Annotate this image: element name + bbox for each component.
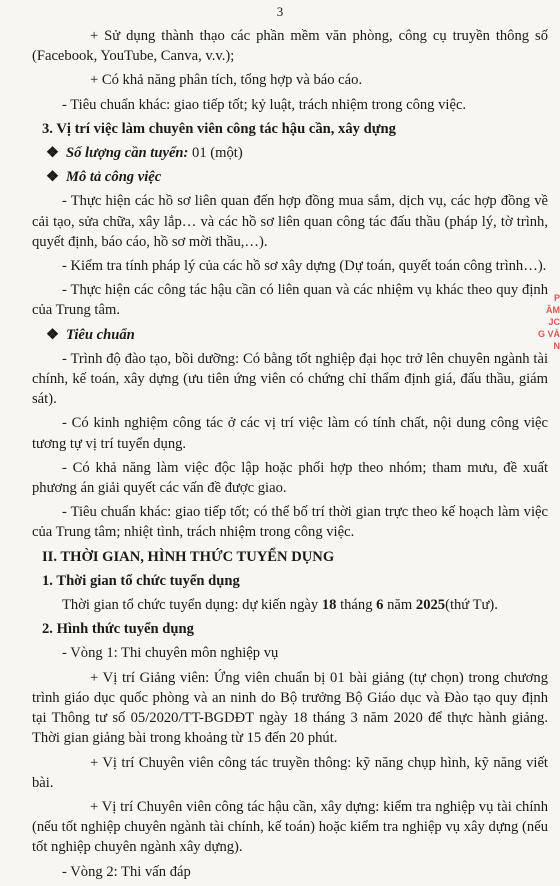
- stamp-text: P: [553, 293, 560, 303]
- paragraph: - Vòng 2: Thi vấn đáp: [62, 863, 191, 880]
- bullet-heading: [32, 143, 548, 163]
- paragraph: - Trình độ đào tạo, bồi dưỡng: Có bằng tốt nghiệp đại học trở lên chuyên ngành tài chính, kế toán, xây dựng (ưu tiên ứng viên có chứng chỉ thẩm định giá, đấu thầu, giám sát).: [32, 350, 548, 408]
- text: (thứ Tư).: [445, 597, 498, 614]
- paragraph: - Thực hiện các hồ sơ liên quan đến hợp đồng mua sắm, dịch vụ, các hợp đồng về cải tạo, sửa chữa, xây lắp… và các hồ sơ liên quan công tác đấu thầu (pháp lý, tờ trình, quyết định, báo cáo, hồ sơ mời thầu,…).: [32, 193, 548, 250]
- paragraph: + Vị trí Chuyên viên công tác hậu cần, xây dựng: kiểm tra nghiệp vụ tài chính (nếu tốt nghiệp chuyên ngành tài chính, kế toán) hoặc kiểm tra nghiệp vụ xây dựng (nếu tốt nghiệp chuyên ngành xây dựng).: [32, 798, 548, 856]
- paragraph: + Sử dụng thành thạo các phần mềm văn phòng, công cụ truyền thông số (Facebook, YouTube, Canva, v.v.);: [32, 28, 548, 65]
- date-month: 6: [376, 597, 384, 614]
- paragraph: - Vòng 1: Thi chuyên môn nghiệp vụ: [62, 645, 279, 662]
- stamp-text: JC: [548, 317, 560, 327]
- label: Số lượng cần tuyển:: [66, 145, 189, 162]
- diamond-bullet-icon: ❖: [46, 326, 60, 343]
- stamp-text: G VÀ: [538, 329, 560, 339]
- paragraph: + Có khả năng phân tích, tổng hợp và báo cáo.: [90, 72, 363, 89]
- chapter-heading: II. THỜI GIAN, HÌNH THỨC TUYỂN DỤNG: [42, 548, 335, 565]
- paragraph: - Tiêu chuẩn khác: giao tiếp tốt; kỷ luật, trách nhiệm trong công việc.: [62, 96, 467, 113]
- label: Tiêu chuẩn: [66, 326, 135, 343]
- paragraph: - Thực hiện các công tác hậu cần có liên quan và các nhiệm vụ khác theo quy định của Trung tâm.: [32, 282, 548, 319]
- paragraph: - Có kinh nghiệm công tác ở các vị trí việc làm có tính chất, nội dung công việc tương tự vị trí tuyển dụng.: [32, 415, 548, 452]
- date-year: 2025: [415, 597, 446, 614]
- paragraph: - Kiểm tra tính pháp lý của các hồ sơ xây dựng (Dự toán, quyết toán công trình…).: [62, 258, 547, 275]
- diamond-bullet-icon: ❖: [46, 169, 60, 186]
- bullet-heading: [32, 325, 548, 345]
- paragraph: + Vị trí Chuyên viên công tác truyền thông: kỹ năng chụp hình, kỹ năng viết bài.: [32, 754, 548, 791]
- text: năm: [383, 597, 416, 614]
- stamp-text: ÂM: [546, 305, 560, 315]
- paragraph: [32, 595, 548, 615]
- date-day: 18: [321, 597, 337, 614]
- section-heading: 3. Vị trí việc làm chuyên viên công tác hậu cần, xây dựng: [42, 120, 396, 137]
- page-number: 3: [276, 4, 284, 19]
- value: 01 (một): [188, 145, 243, 162]
- paragraph: + Vị trí Giảng viên: Ứng viên chuẩn bị 01 bài giảng (tự chọn) trong chương trình giáo dục quốc phòng và an ninh do Bộ trưởng Bộ Giáo dục và Đào tạo quy định tại Thông tư số 05/2020/TT-BGDĐT ngày 18 tháng 3 năm 2020 để thực hành giảng. Thời gian giảng bài trong khoảng từ 15 đến 20 phút.: [32, 669, 548, 747]
- stamp-text: N: [553, 341, 560, 351]
- bullet-heading: [32, 167, 548, 187]
- diamond-bullet-icon: ❖: [46, 145, 60, 162]
- paragraph: - Có khả năng làm việc độc lập hoặc phối hợp theo nhóm; tham mưu, đề xuất phương án giải quyết các vấn đề được giao.: [32, 459, 548, 497]
- subsection-heading: 1. Thời gian tổ chức tuyển dụng: [42, 572, 240, 589]
- text: tháng: [336, 597, 377, 614]
- red-stamp-fragment: [538, 292, 560, 372]
- text: Thời gian tổ chức tuyển dụng: dự kiến ngày: [62, 597, 322, 614]
- subsection-heading: 2. Hình thức tuyển dụng: [42, 621, 194, 638]
- label: Mô tả công việc: [66, 169, 162, 186]
- document-body: [32, 26, 548, 886]
- paragraph: - Tiêu chuẩn khác: giao tiếp tốt; có thể bố trí thời gian trực theo kế hoạch làm việc của Trung tâm; nhiệt tình, trách nhiệm trong công việc.: [32, 504, 548, 541]
